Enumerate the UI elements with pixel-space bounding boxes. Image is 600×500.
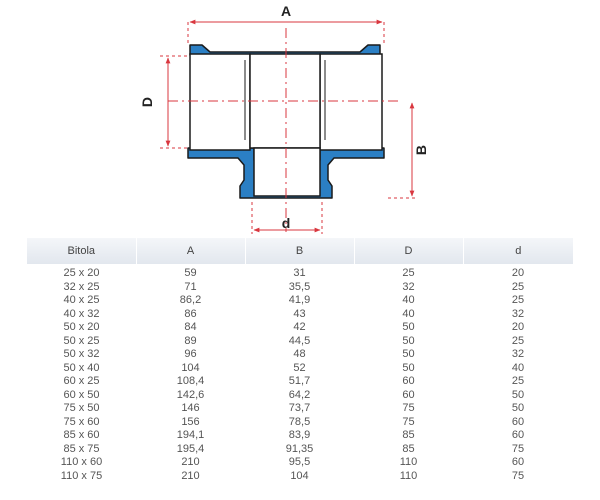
table-cell: 85 x 60 <box>63 429 100 441</box>
table-header-row <box>27 238 573 264</box>
table-cell: 51,7 <box>288 375 311 387</box>
table-cell: 104 <box>290 469 309 482</box>
table-row <box>27 335 573 349</box>
table-cell: 50 <box>402 361 415 374</box>
table-row <box>27 281 573 295</box>
table-cell: 40 <box>511 361 525 374</box>
left-socket-wall <box>190 54 250 150</box>
table-row <box>27 443 573 457</box>
table-row <box>27 456 573 470</box>
label-d-lower: d <box>281 215 291 231</box>
table-cell: 20 <box>511 321 525 333</box>
table-cell: 42 <box>293 321 306 333</box>
table-cell: 32 <box>511 348 525 360</box>
header-d-upper: D <box>354 238 463 264</box>
table-cell: 48 <box>293 348 306 360</box>
table-cell: 50 <box>402 321 415 333</box>
table-cell: 85 <box>402 442 415 455</box>
header-a: A <box>136 238 245 264</box>
table-cell: 75 x 50 <box>63 402 100 414</box>
label-a: A <box>280 3 292 19</box>
table-cell: 60 <box>511 456 525 468</box>
branch-bore <box>254 148 320 196</box>
table-cell: 59 <box>184 267 197 279</box>
dimensions-table <box>27 238 573 483</box>
table-row <box>27 416 573 430</box>
table-cell: 194,1 <box>176 429 205 441</box>
table-cell: 50 <box>402 334 415 347</box>
table-cell: 71 <box>184 280 197 293</box>
table-row <box>27 294 573 308</box>
table-cell: 75 <box>511 442 525 455</box>
table-cell: 40 x 25 <box>63 294 100 306</box>
table-cell: 108,4 <box>176 375 205 387</box>
table-cell: 95,5 <box>288 456 311 468</box>
table-cell: 142,6 <box>176 388 205 401</box>
table-cell: 85 <box>402 429 415 441</box>
right-socket-wall <box>320 54 382 150</box>
table-cell: 210 <box>181 456 200 468</box>
table-cell: 96 <box>184 348 197 360</box>
table-cell: 52 <box>293 361 306 374</box>
table-cell: 41,9 <box>288 294 311 306</box>
table-cell: 91,35 <box>285 442 314 455</box>
table-cell: 43 <box>293 307 306 320</box>
table-cell: 20 <box>511 267 525 279</box>
table-cell: 31 <box>293 267 306 279</box>
table-cell: 75 <box>511 469 525 482</box>
table-cell: 60 <box>511 415 525 428</box>
table-cell: 84 <box>184 321 197 333</box>
table-cell: 44,5 <box>288 334 311 347</box>
table-row <box>27 375 573 389</box>
table-row <box>27 264 573 281</box>
table-cell: 50 x 25 <box>63 334 100 347</box>
table-cell: 50 x 20 <box>63 321 100 333</box>
header-b: B <box>245 238 354 264</box>
table-row <box>27 321 573 335</box>
table-cell: 32 x 25 <box>63 280 100 293</box>
table-cell: 75 x 60 <box>63 415 100 428</box>
table-cell: 110 <box>399 456 418 468</box>
table-cell: 156 <box>181 415 200 428</box>
table-cell: 40 x 32 <box>63 307 100 320</box>
table-cell: 210 <box>181 469 200 482</box>
table-cell: 32 <box>511 307 525 320</box>
table-row <box>27 348 573 362</box>
table-cell: 32 <box>402 280 415 293</box>
table-cell: 104 <box>181 361 200 374</box>
table-cell: 25 <box>511 375 525 387</box>
reducing-tee-diagram <box>0 0 600 235</box>
table-cell: 60 <box>402 375 415 387</box>
table-cell: 60 <box>402 388 415 401</box>
table-cell: 60 x 25 <box>63 375 100 387</box>
table-cell: 25 <box>511 294 525 306</box>
table-cell: 195,4 <box>176 442 205 455</box>
table-cell: 60 <box>511 429 525 441</box>
table-row <box>27 402 573 416</box>
table-cell: 40 <box>402 294 415 306</box>
table-body <box>27 264 573 483</box>
table-cell: 75 <box>402 402 415 414</box>
table-row <box>27 470 573 484</box>
table-cell: 86 <box>184 307 197 320</box>
header-d-lower: d <box>463 238 573 264</box>
table-cell: 50 x 40 <box>63 361 100 374</box>
table-cell: 89 <box>184 334 197 347</box>
table-cell: 110 x 75 <box>60 469 103 482</box>
table-row <box>27 308 573 322</box>
table-cell: 83,9 <box>288 429 311 441</box>
table-cell: 60 x 50 <box>63 388 100 401</box>
table-cell: 86,2 <box>179 294 202 306</box>
table-cell: 85 x 75 <box>63 442 100 455</box>
table-cell: 50 <box>511 402 525 414</box>
table-cell: 110 <box>399 469 418 482</box>
header-bitola: Bitola <box>27 238 136 264</box>
table-cell: 78,5 <box>288 415 311 428</box>
label-b: B <box>413 144 429 156</box>
table-cell: 50 <box>511 388 525 401</box>
table-cell: 75 <box>402 415 415 428</box>
table-cell: 25 <box>511 334 525 347</box>
table-cell: 110 x 60 <box>60 456 103 468</box>
table-row <box>27 362 573 376</box>
label-d-upper: D <box>139 96 155 108</box>
table-cell: 25 x 20 <box>63 267 100 279</box>
table-row <box>27 429 573 443</box>
table-cell: 50 <box>402 348 415 360</box>
table-cell: 35,5 <box>288 280 311 293</box>
table-cell: 25 <box>511 280 525 293</box>
table-cell: 50 x 32 <box>63 348 100 360</box>
table-cell: 73,7 <box>288 402 311 414</box>
table-cell: 40 <box>402 307 415 320</box>
table-cell: 146 <box>181 402 200 414</box>
table-cell: 64,2 <box>288 388 311 401</box>
table-cell: 25 <box>402 267 415 279</box>
table-row <box>27 389 573 403</box>
